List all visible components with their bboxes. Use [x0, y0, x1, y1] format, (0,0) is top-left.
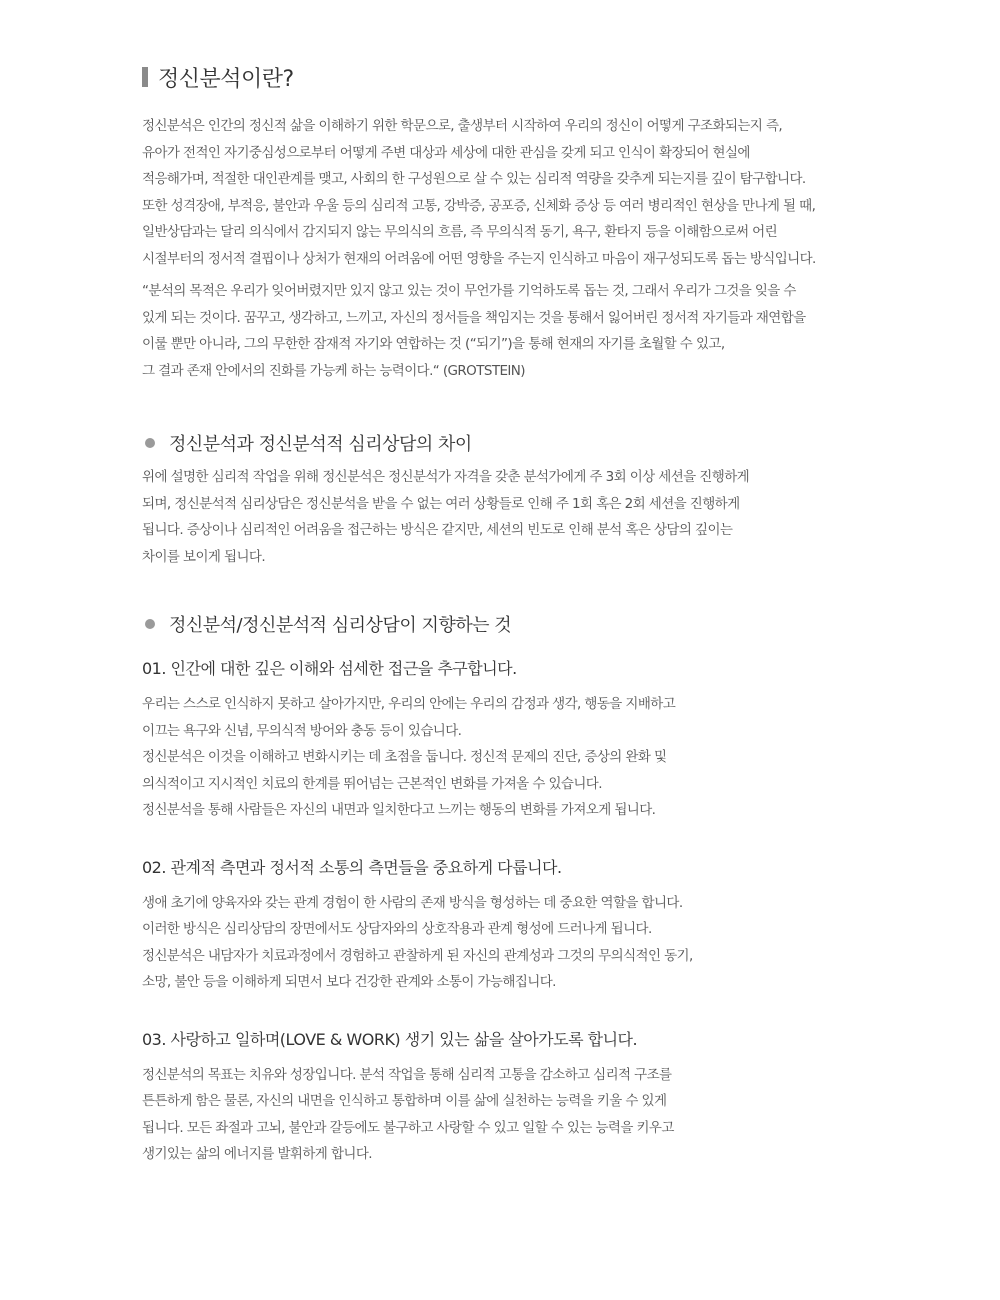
- goal-line: 의식적이고 지시적인 치료의 한계를 뛰어넘는 근본적인 변화를 가져올 수 있습니다.: [142, 775, 602, 792]
- goal-heading-03: 03. 사랑하고 일하며(LOVE & WORK) 생기 있는 삶을 살아가도록 합니다.: [142, 1029, 638, 1049]
- section-difference-heading: [142, 430, 922, 456]
- intro-line: 일반상담과는 달리 의식에서 감지되지 않는 무의식의 흐름, 즉 무의식적 동기, 욕구, 환타지 등을 이해함으로써 어린: [142, 224, 778, 240]
- goal-body-01: [142, 691, 922, 824]
- title-bar-marker: [142, 67, 148, 87]
- goal-heading-01: 01. 인간에 대한 깊은 이해와 섬세한 접근을 추구합니다.: [142, 659, 517, 678]
- section-line: 되며, 정신분석적 심리상담은 정신분석을 받을 수 없는 여러 상황들로 인해 주 1회 혹은 2회 세션을 진행하게: [142, 495, 740, 512]
- goal-line: 생기있는 삶의 에너지를 발휘하게 합니다.: [142, 1146, 372, 1162]
- page-title-block: [142, 62, 922, 92]
- quote-paragraph: [142, 278, 922, 384]
- goal-body-03: [142, 1062, 922, 1168]
- intro-line: 시절부터의 정서적 결핍이나 상처가 현재의 어려움에 어떤 영향을 주는지 인식하고 마음이 재구성되도록 돕는 방식입니다.: [142, 250, 816, 267]
- intro-line: 정신분석은 인간의 정신적 삶을 이해하기 위한 학문으로, 출생부터 시작하여 우리의 정신이 어떻게 구조화되는지 즉,: [142, 118, 783, 134]
- quote-line: 그 결과 존재 안에서의 진화를 가능케 하는 능력이다.“ (GROTSTEIN): [142, 362, 525, 379]
- page-title: 정신분석이란?: [158, 66, 294, 92]
- goal-line: 정신분석은 내담자가 치료과정에서 경험하고 관찰하게 된 자신의 관계성과 그것의 무의식적인 동기,: [142, 947, 693, 964]
- goal-heading-02: 02. 관계적 측면과 정서적 소통의 측면들을 중요하게 다룹니다.: [142, 857, 562, 877]
- goal-line: 정신분석을 통해 사람들은 자신의 내면과 일치한다고 느끼는 행동의 변화를 가져오게 됩니다.: [142, 802, 656, 818]
- goal-line: 이러한 방식은 심리상담의 장면에서도 상담자와의 상호작용과 관계 형성에 드러나게 됩니다.: [142, 921, 652, 937]
- quote-line: “분석의 목적은 우리가 잊어버렸지만 있지 않고 있는 것이 무언가를 기억하도록 돕는 것, 그래서 우리가 그것을 잊을 수: [142, 283, 796, 299]
- goal-line: 튼튼하게 함은 물론, 자신의 내면을 인식하고 통합하며 이를 삶에 실천하는 능력을 키울 수 있게: [142, 1093, 667, 1109]
- section-heading: 정신분석/정신분석적 심리상담이 지향하는 것: [169, 615, 512, 636]
- section-goals-heading: [142, 611, 922, 637]
- goal-line: 이끄는 욕구와 신념, 무의식적 방어와 충동 등이 있습니다.: [142, 722, 462, 739]
- bullet-dot-icon: [145, 619, 155, 629]
- page-content: [142, 62, 922, 1168]
- bullet-dot-icon: [145, 438, 155, 448]
- goal-line: 됩니다. 모든 좌절과 고뇌, 불안과 갈등에도 불구하고 사랑할 수 있고 일할 수 있는 능력을 키우고: [142, 1119, 674, 1136]
- intro-line: 적응해가며, 적절한 대인관계를 맺고, 사회의 한 구성원으로 살 수 있는 심리적 역량을 갖추게 되는지를 깊이 탐구합니다.: [142, 171, 806, 187]
- quote-line: 있게 되는 것이다. 꿈꾸고, 생각하고, 느끼고, 자신의 정서들을 책임지는 것을 통해서 잃어버린 정서적 자기들과 재연합을: [142, 309, 806, 326]
- intro-line: 유아가 전적인 자기중심성으로부터 어떻게 주변 대상과 세상에 대한 관심을 갖게 되고 인식이 확장되어 현실에: [142, 144, 750, 161]
- goal-line: 소망, 불안 등을 이해하게 되면서 보다 건강한 관계와 소통이 가능해집니다.: [142, 974, 556, 990]
- section-line: 위에 설명한 심리적 작업을 위해 정신분석은 정신분석가 자격을 갖춘 분석가에게 주 3회 이상 세션을 진행하게: [142, 469, 750, 485]
- goal-line: 정신분석은 이것을 이해하고 변화시키는 데 초점을 둡니다. 정신적 문제의 진단, 증상의 완화 및: [142, 749, 667, 765]
- intro-paragraph: [142, 113, 922, 272]
- quote-line: 이룰 뿐만 아니라, 그의 무한한 잠재적 자기와 연합하는 것 (“되기”)을 통해 현재의 자기를 초월할 수 있고,: [142, 336, 725, 352]
- section-heading: 정신분석과 정신분석적 심리상담의 차이: [169, 434, 472, 455]
- section-line: 됩니다. 증상이나 심리적인 어려움을 접근하는 방식은 같지만, 세션의 빈도로 인해 분석 혹은 상담의 깊이는: [142, 522, 733, 538]
- goal-body-02: [142, 890, 922, 996]
- section-difference-body: [142, 464, 922, 570]
- intro-line: 또한 성격장애, 부적응, 불안과 우울 등의 심리적 고통, 강박증, 공포증, 신체화 증상 등 여러 병리적인 현상을 만나게 될 때,: [142, 197, 816, 214]
- goal-line: 생애 초기에 양육자와 갖는 관계 경험이 한 사람의 존재 방식을 형성하는 데 중요한 역할을 합니다.: [142, 894, 683, 911]
- goal-line: 우리는 스스로 인식하지 못하고 살아가지만, 우리의 안에는 우리의 감정과 생각, 행동을 지배하고: [142, 696, 676, 712]
- section-line: 차이를 보이게 됩니다.: [142, 548, 266, 565]
- goal-line: 정신분석의 목표는 치유와 성장입니다. 분석 작업을 통해 심리적 고통을 감소하고 심리적 구조를: [142, 1066, 672, 1083]
